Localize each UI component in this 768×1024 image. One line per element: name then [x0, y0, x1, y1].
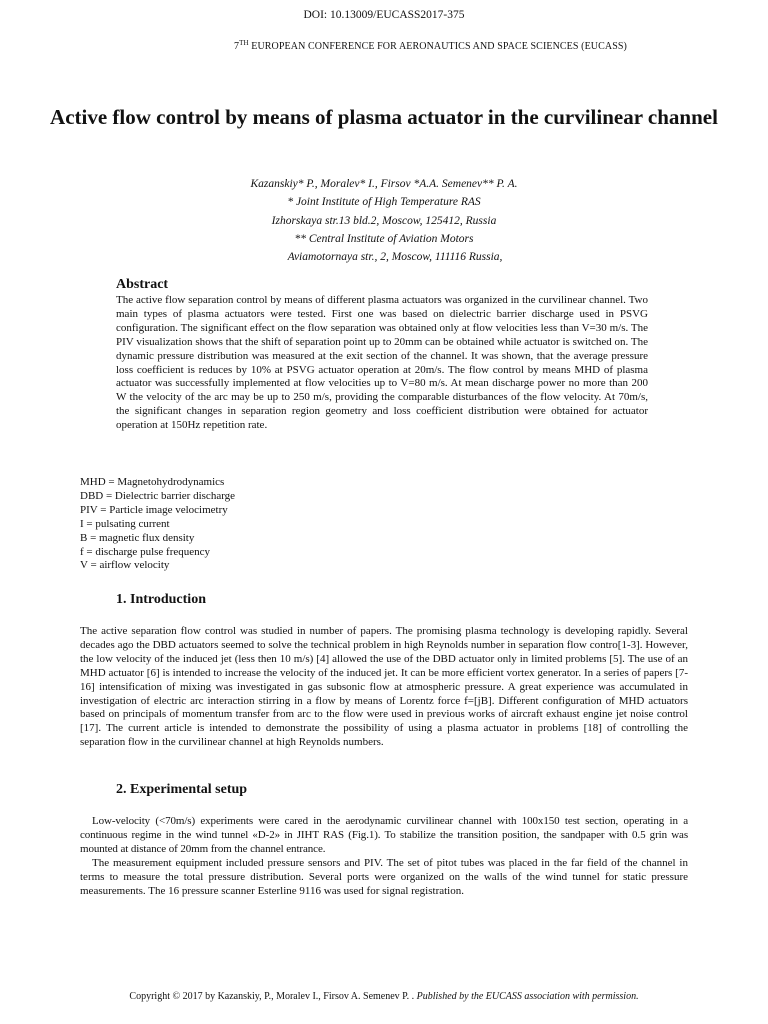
abbreviation-item: f = discharge pulse frequency [80, 545, 211, 558]
abbreviation-item: DBD = Dielectric barrier discharge [80, 489, 236, 502]
setup-paragraph-2: The measurement equipment included pressure sensors and PIV. The set of pitot tubes was placed in the far field of the channel in terms to measure the total pressure distribution. Several ports were organized on the walls of the wind tunnel for static pressure measurements. The 16 pressure scanner Esterline 9116 was used for signal registration. [80, 856, 688, 897]
author-block [0, 175, 768, 266]
conference-header [234, 41, 627, 52]
doi-line: DOI: 10.13009/EUCASS2017-375 [303, 9, 465, 21]
author-list: Kazanskiy* P., Moralev* I., Firsov *A.A. Semenev** P. A. [250, 178, 518, 190]
abbreviation-item: PIV = Particle image velocimetry [80, 503, 228, 516]
abstract-text: The active flow separation control by means of different plasma actuators was organized in the curvilinear channel. Two main types of plasma actuators were tested. First one was based on dielectric barrier discharge used in PSVG configuration. The significant effect on the flow separation was obtained only at flow velocities less than V=30 m/s. The PIV visualization shows that the shift of separation point up to 20mm can be obtained while actuator is switched on. The dynamic pressure distribution was measured at the exit section of the channel. It was shown, that the average pressure loss coefficient is reduces by 10% at PSVG actuator operation at 20m/s. The flow control by means MHD of plasma actuator was successfully implemented at flow velocities up to V=80 m/s. At mean discharge power no more than 200 W the velocity of the arc may be up to 250 m/s, providing the comparable disturbances of the flow velocity. At 70m/s, the significant changes in separation region geometry and loss coefficient distribution were obtained for actuator operation at 150Hz repetition rate. [116, 294, 648, 432]
publication-note: Published by the EUCASS association with permission. [416, 991, 639, 1002]
copyright-footer [0, 991, 768, 1002]
affiliation-1: * Joint Institute of High Temperature RAS [287, 196, 481, 209]
experimental-setup-body [80, 815, 688, 898]
paper-title: Active flow control by means of plasma actuator in the curvilinear channel [50, 105, 718, 129]
abbreviation-list [80, 476, 235, 573]
affiliation-2: ** Central Institute of Aviation Motors [294, 232, 474, 245]
setup-paragraph-1: Low-velocity (<70m/s) experiments were cared in the aerodynamic curvilinear channel with 100x150 test section, operating in a continuous regime in the wind tunnel «D-2» in JIHT RAS (Fig.1). To stabilize the transition position, the sandpaper with 0.5 grin was mounted at distance of 20mm from the channel entrance. [80, 815, 688, 855]
conference-ordinal-suffix: TH [239, 39, 249, 47]
address-1: Izhorskaya str.13 bld.2, Moscow, 125412, Russia [271, 214, 497, 227]
abbreviation-item: I = pulsating current [80, 517, 170, 530]
abbreviation-item: B = magnetic flux density [80, 531, 195, 544]
abbreviation-item: V = airflow velocity [80, 559, 170, 572]
introduction-heading: 1. Introduction [116, 592, 206, 607]
introduction-text: The active separation flow control was studied in number of papers. The promising plasma technology is developing rapidly. Several decades ago the DBD actuators seemed to solve the technical problem in high Reynolds number in separation flow contro[1-3]. However, the low velocity of the induced jet (less then 10 m/s) [4] allowed the use of the DBD actuator only in limited problems [5]. The use of an MHD actuator [6] is intended to increase the velocity of the induced jet. It can be more efficient vortex generator. In a series of papers [7-16] intensification of mixing was investigated in gas subsonic flow at atmospheric pressure. A great experience was accumulated in investigation of electric arc interaction stirring in a flow by means of Lorentz force f=[jB]. Different configuration of MHD actuators based on principals of momentum transfer from arc to the flow were used in previous works of aircraft exhaust engine jet noise control [17]. The current article is intended to demonstrate the possibility of using a plasma actuator in problems [18] of controlling the separation flow in the curvilinear channel at high Reynolds numbers. [80, 625, 688, 749]
address-2: Aviamotornaya str., 2, Moscow, 111116 Russia, [287, 251, 503, 264]
abstract-heading: Abstract [116, 277, 169, 292]
conference-name: EUROPEAN CONFERENCE FOR AERONAUTICS AND SPACE SCIENCES (EUCASS) [251, 41, 627, 52]
experimental-setup-heading: 2. Experimental setup [116, 782, 248, 797]
copyright-text: Copyright © 2017 by Kazanskiy, P., Moralev I., Firsov A. Semenev P. . [129, 991, 415, 1002]
abbreviation-item: MHD = Magnetohydrodynamics [80, 476, 225, 488]
conference-ordinal: 7 [234, 41, 240, 52]
